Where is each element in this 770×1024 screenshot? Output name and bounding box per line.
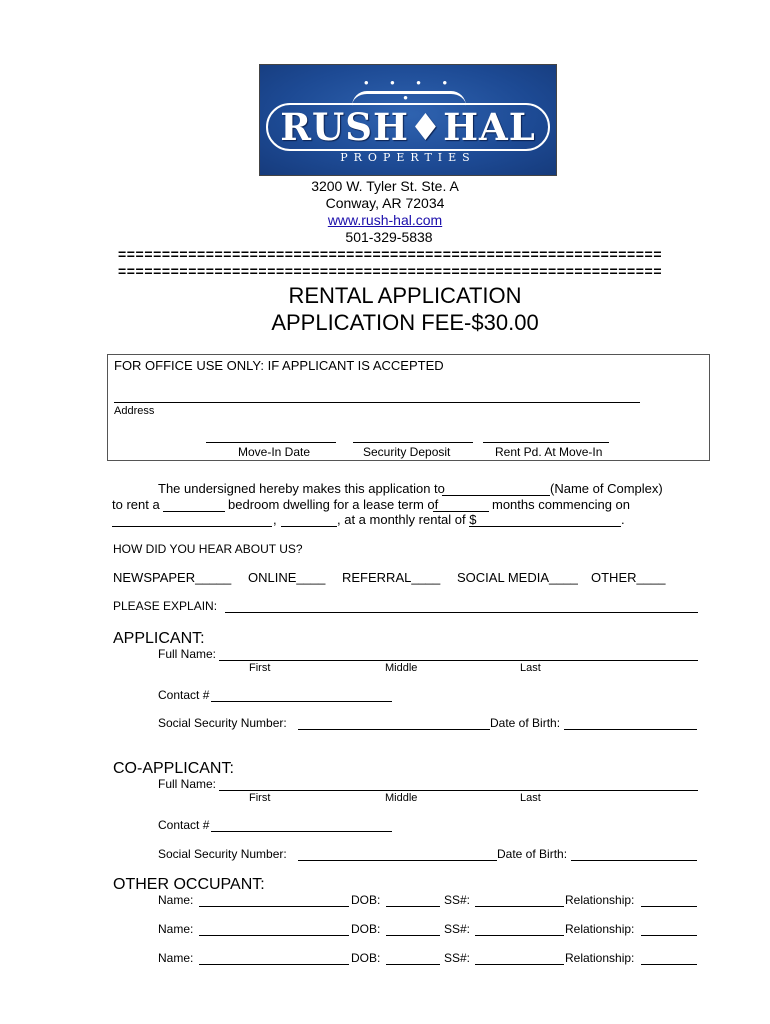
dob-label: Date of Birth: xyxy=(497,847,568,861)
applicant-name-field[interactable] xyxy=(219,660,698,661)
intro-text: bedroom dwelling for a lease term of xyxy=(228,497,439,512)
occupant-ss-field[interactable] xyxy=(475,964,564,965)
first-label: First xyxy=(249,792,271,804)
full-name-label: Full Name: xyxy=(158,647,217,661)
company-logo xyxy=(259,64,557,176)
full-name-label: Full Name: xyxy=(158,777,217,791)
dob-label: Date of Birth: xyxy=(490,716,561,730)
option-social-media[interactable]: SOCIAL MEDIA____ xyxy=(457,570,578,585)
coapplicant-name-field[interactable] xyxy=(219,790,698,791)
move-in-date-field[interactable] xyxy=(206,442,336,443)
occupant-dob-field[interactable] xyxy=(386,964,440,965)
intro-text: The undersigned hereby makes this application to xyxy=(158,481,445,496)
logo-name: RUSH♦HAL xyxy=(280,105,536,149)
commencing-year-field[interactable] xyxy=(281,526,337,527)
coapplicant-ssn-field[interactable] xyxy=(298,860,497,861)
option-newspaper[interactable]: NEWSPAPER_____ xyxy=(113,570,232,585)
intro-text: months commencing on xyxy=(492,497,631,512)
security-deposit-field[interactable] xyxy=(353,442,473,443)
deposit-label: Security Deposit xyxy=(363,445,451,459)
rent-paid-field[interactable] xyxy=(483,442,609,443)
occupant-name-field[interactable] xyxy=(199,964,349,965)
occupant-dob-label: DOB: xyxy=(351,951,381,965)
address-line2: Conway, AR 72034 xyxy=(325,195,445,211)
occupant-dob-field[interactable] xyxy=(386,935,440,936)
occupant-ss-label: SS#: xyxy=(444,893,471,907)
commencing-date-field[interactable] xyxy=(112,526,272,527)
ssn-label: Social Security Number: xyxy=(158,716,287,730)
monthly-rent-field[interactable] xyxy=(469,526,621,527)
occupant-name-label: Name: xyxy=(158,922,194,936)
intro-text: . xyxy=(621,512,625,527)
occupant-ss-field[interactable] xyxy=(475,906,564,907)
intro-text: , at a monthly rental of $ xyxy=(337,512,477,527)
occupant-relationship-field[interactable] xyxy=(641,906,697,907)
coapplicant-contact-field[interactable] xyxy=(211,831,392,832)
occupant-name-label: Name: xyxy=(158,951,194,965)
address-label: Address xyxy=(114,405,155,417)
applicant-heading: APPLICANT: xyxy=(113,630,205,647)
occupant-relationship-label: Relationship: xyxy=(565,951,635,965)
option-other[interactable]: OTHER____ xyxy=(591,570,666,585)
coapplicant-heading: CO-APPLICANT: xyxy=(113,760,234,777)
intro-text: to rent a xyxy=(112,497,160,512)
occupant-name-field[interactable] xyxy=(199,935,349,936)
occupant-relationship-field[interactable] xyxy=(641,964,697,965)
page-title: RENTAL APPLICATION xyxy=(288,283,522,308)
occupant-ss-field[interactable] xyxy=(475,935,564,936)
intro-text: (Name of Complex) xyxy=(550,481,663,496)
explain-label: PLEASE EXPLAIN: xyxy=(113,599,218,613)
middle-label: Middle xyxy=(385,662,418,674)
occupant-ss-label: SS#: xyxy=(444,951,471,965)
address-field[interactable] xyxy=(114,402,640,403)
occupant-relationship-field[interactable] xyxy=(641,935,697,936)
bedrooms-field[interactable] xyxy=(163,511,225,512)
separator-line: ============================================================== xyxy=(118,263,663,279)
website-link[interactable]: www.rush-hal.com xyxy=(327,212,443,228)
explain-field[interactable] xyxy=(225,612,698,613)
last-label: Last xyxy=(520,792,541,804)
option-referral[interactable]: REFERRAL____ xyxy=(342,570,441,585)
ssn-label: Social Security Number: xyxy=(158,847,287,861)
occupant-name-label: Name: xyxy=(158,893,194,907)
applicant-contact-field[interactable] xyxy=(211,701,392,702)
applicant-dob-field[interactable] xyxy=(564,729,697,730)
coapplicant-dob-field[interactable] xyxy=(571,860,697,861)
occupant-name-field[interactable] xyxy=(199,906,349,907)
first-label: First xyxy=(249,662,271,674)
contact-label: Contact # xyxy=(158,688,210,702)
occupant-relationship-label: Relationship: xyxy=(565,922,635,936)
logo-subtitle: PROPERTIES xyxy=(340,151,476,164)
office-heading: FOR OFFICE USE ONLY: IF APPLICANT IS ACCEPTED xyxy=(114,358,444,373)
occupant-heading: OTHER OCCUPANT: xyxy=(113,876,265,893)
phone-number: 501-329-5838 xyxy=(345,229,433,245)
last-label: Last xyxy=(520,662,541,674)
hear-question: HOW DID YOU HEAR ABOUT US? xyxy=(113,542,303,556)
contact-label: Contact # xyxy=(158,818,210,832)
middle-label: Middle xyxy=(385,792,418,804)
rent-paid-label: Rent Pd. At Move-In xyxy=(495,445,603,459)
option-online[interactable]: ONLINE____ xyxy=(248,570,326,585)
occupant-dob-label: DOB: xyxy=(351,922,381,936)
move-in-label: Move-In Date xyxy=(238,445,311,459)
logo-dots: • • • • • xyxy=(363,75,457,105)
address-line1: 3200 W. Tyler St. Ste. A xyxy=(311,178,459,194)
occupant-dob-label: DOB: xyxy=(351,893,381,907)
applicant-ssn-field[interactable] xyxy=(298,729,490,730)
occupant-dob-field[interactable] xyxy=(386,906,440,907)
fee-title: APPLICATION FEE-$30.00 xyxy=(271,310,539,335)
occupant-relationship-label: Relationship: xyxy=(565,893,635,907)
complex-name-field[interactable] xyxy=(442,495,550,496)
occupant-ss-label: SS#: xyxy=(444,922,471,936)
office-use-box xyxy=(107,354,710,461)
intro-text: , xyxy=(273,512,277,527)
separator-line: ============================================================== xyxy=(118,246,663,262)
